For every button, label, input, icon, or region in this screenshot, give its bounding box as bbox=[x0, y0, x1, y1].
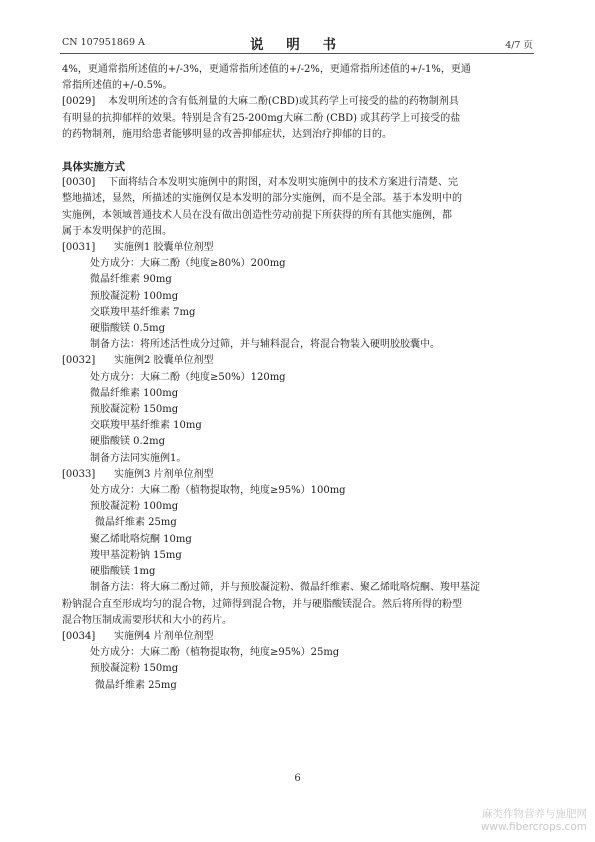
formula-item: 羧甲基淀粉钠 15mg bbox=[90, 549, 182, 561]
paragraph-line: 有明显的抗抑郁样的效果。特别是含有25-200mg大麻二酚 (CBD) 或其药学上可接受的盐 bbox=[62, 112, 461, 124]
formula-item: 微晶纤维素 25mg bbox=[95, 517, 177, 529]
intro-line: 4%，更通常指所述值的+/-3%，更通常指所述值的+/-2%，更通常指所述值的+/-1%，更通 bbox=[62, 64, 471, 75]
formula-item: 预胶凝淀粉 150mg bbox=[90, 663, 179, 675]
preparation-method-line: 混合物压制成需要形状和大小的药片。 bbox=[62, 614, 232, 626]
formula-item: 硬脂酸镁 0.5mg bbox=[90, 323, 165, 335]
formula-item: 微晶纤维素 100mg bbox=[90, 387, 179, 399]
paragraph-number: [0033] bbox=[62, 468, 96, 480]
paragraph-0029 bbox=[62, 94, 534, 110]
paragraph-line: 实施例，本领域普通技术人员在没有做出创造性劳动前提下所获得的所有其他实施例，都 bbox=[62, 209, 452, 221]
example-2-heading bbox=[62, 353, 534, 369]
example-title: 实施例4 片剂单位剂型 bbox=[114, 630, 214, 642]
preparation-method: 制备方法同实施例1。 bbox=[90, 452, 187, 464]
watermark-title: 麻类作物营养与施肥网 bbox=[482, 808, 587, 820]
example-3-heading bbox=[62, 467, 534, 483]
header-rule bbox=[60, 53, 534, 54]
paragraph-text: 本发明所述的含有低剂量的大麻二酚(CBD)或其药学上可接受的盐的药物制剂具 bbox=[108, 96, 459, 108]
formula-item: 微晶纤维素 25mg bbox=[95, 679, 177, 691]
intro-line: 常指所述值的+/-0.5%。 bbox=[62, 80, 173, 92]
watermark-url: www.fibercrops.com bbox=[480, 821, 587, 833]
page-indicator: 4/7 页 bbox=[505, 40, 533, 51]
paragraph-text: 下面将结合本发明实施例中的附图，对本发明实施例中的技术方案进行清楚、完 bbox=[108, 177, 458, 189]
formula-item: 处方成分：大麻二酚（植物提取物，纯度≥95%）100mg bbox=[90, 485, 346, 497]
formula-item: 处方成分：大麻二酚（纯度≥50%）120mg bbox=[90, 371, 286, 383]
paragraph-number: [0032] bbox=[62, 355, 96, 367]
paragraph-number: [0029] bbox=[62, 96, 96, 108]
paragraph-number: [0030] bbox=[62, 177, 96, 189]
preparation-method-line: 粉钠混合直至形成均匀的混合物，过筛得到混合物，并与硬脂酸镁混合。然后将所得的粉型 bbox=[62, 598, 462, 610]
document-title: 说 明 书 bbox=[250, 37, 345, 53]
section-heading: 具体实施方式 bbox=[62, 161, 125, 174]
example-title: 实施例1 胶囊单位剂型 bbox=[114, 242, 214, 254]
formula-item: 预胶凝淀粉 100mg bbox=[90, 501, 179, 513]
formula-item: 处方成分：大麻二酚（纯度≥80%）200mg bbox=[90, 258, 286, 270]
paragraph-line: 的药物制剂，施用给患者能够明显的改善抑郁症状，达到治疗抑郁的目的。 bbox=[62, 128, 392, 140]
paragraph-number: [0031] bbox=[62, 242, 96, 254]
paragraph-line: 整地描述，显然，所描述的实施例仅是本发明的部分实施例，而不是全部。基于本发明中的 bbox=[62, 193, 462, 205]
paragraph-number: [0034] bbox=[62, 630, 96, 642]
example-1-heading bbox=[62, 240, 534, 256]
document-body bbox=[62, 62, 534, 694]
preparation-method: 制备方法：将大麻二酚过筛，并与预胶凝淀粉、微晶纤维素、聚乙烯吡咯烷酮、羧甲基淀 bbox=[90, 582, 480, 594]
formula-item: 聚乙烯吡咯烷酮 10mg bbox=[90, 533, 192, 545]
formula-item: 预胶凝淀粉 100mg bbox=[90, 290, 179, 302]
example-4-heading bbox=[62, 629, 534, 645]
formula-item: 交联羧甲基纤维素 10mg bbox=[90, 420, 202, 432]
formula-item: 硬脂酸镁 1mg bbox=[90, 566, 156, 578]
paragraph-line: 属于本发明保护的范围。 bbox=[62, 225, 172, 237]
formula-item: 交联羧甲基纤维素 7mg bbox=[90, 306, 196, 318]
formula-item: 预胶凝淀粉 150mg bbox=[90, 404, 179, 416]
paragraph-0030 bbox=[62, 175, 534, 191]
page-number: 6 bbox=[294, 773, 301, 784]
patent-number: CN 107951869 A bbox=[62, 37, 145, 48]
formula-item: 微晶纤维素 90mg bbox=[90, 274, 172, 286]
formula-item: 处方成分：大麻二酚（植物提取物，纯度≥95%）25mg bbox=[90, 647, 340, 659]
example-title: 实施例2 胶囊单位剂型 bbox=[114, 355, 214, 367]
watermark bbox=[481, 808, 587, 834]
preparation-method: 制备方法：将所述活性成分过筛，并与辅料混合，将混合物装入硬明胶胶囊中。 bbox=[90, 339, 440, 351]
example-title: 实施例3 片剂单位剂型 bbox=[114, 468, 214, 480]
formula-item: 硬脂酸镁 0.2mg bbox=[90, 436, 165, 448]
